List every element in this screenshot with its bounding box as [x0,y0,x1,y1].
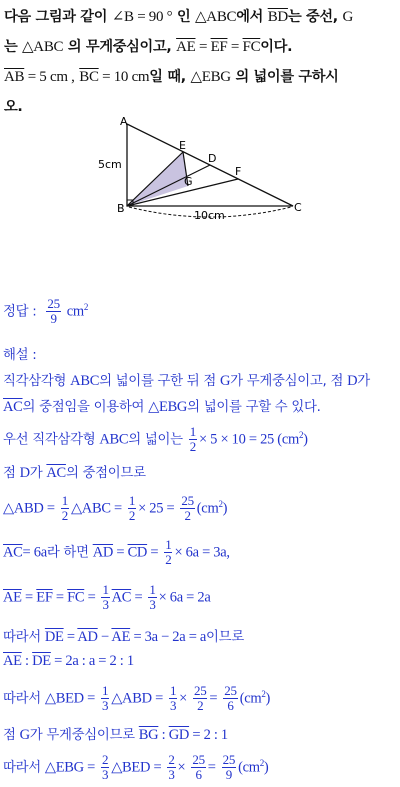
text: 가 무게중심이고, 점 [230,374,344,389]
fraction [164,538,172,567]
math-segment: $\overline{AD}$ [92,544,114,561]
text: 따라서 [3,630,41,645]
unit-exponent: 2 [261,689,266,700]
fraction-denominator: 2 [165,552,172,567]
math-segment: $\overline{EF}$ [36,589,53,606]
label-g: G [184,175,193,188]
fraction-numerator: 1 [128,493,136,508]
fraction [223,684,237,713]
math-segment-ab: $\overline{AB}$ [4,69,25,85]
text: 점 [3,466,16,481]
fraction-numerator: 25 [181,493,194,508]
math-point-g: G [342,9,354,25]
fraction-denominator: 6 [227,698,234,713]
fraction-numerator: 25 [222,752,236,767]
math: (cm [238,759,260,776]
math-segment-ae: $\overline{AE}$ [176,39,196,55]
fraction [101,684,109,713]
math-segment: $\overline{BG}$ [138,727,159,743]
answer-fraction [46,297,60,326]
explanation-line-10 [3,684,398,713]
fraction [222,753,236,782]
explanation-line-8 [3,626,398,646]
text: 점 [3,728,16,743]
explanation-line-7 [3,583,398,612]
math: × [177,759,186,776]
fraction-denominator: 2 [189,439,196,454]
fraction-numerator: 25 [224,683,237,698]
problem-text-part: 는 [4,39,18,55]
math: : [21,653,33,669]
math-equals: = [227,39,243,55]
math: △EBG = [44,759,96,776]
fraction-denominator: 3 [169,698,177,713]
math-bc-value: = 10 cm [98,69,150,85]
math: G [219,373,231,389]
fraction-numerator: 2 [102,752,109,767]
math-triangle-ebg: △EBG [190,69,231,85]
text: 가 [357,374,370,389]
unit-exponent: 2 [218,499,223,510]
math-segment: $\overline{DE}$ [44,629,64,645]
math-segment: $\overline{DE}$ [32,653,51,669]
fraction-denominator: 3 [168,767,175,782]
math-segment-bd: $\overline{BD}$ [267,9,288,25]
fraction [193,684,207,713]
triangle-figure [98,112,308,224]
math: = [147,544,159,561]
math: ) [222,500,228,517]
fraction [189,425,197,454]
problem-text-part: 의 넓이를 구하시 [235,69,339,85]
fraction [61,494,69,523]
explanation-line-12 [3,753,398,782]
explanation-line-5 [3,494,398,523]
fraction-denominator: 6 [195,767,202,782]
fraction-denominator: 3 [149,597,156,612]
explanation-line-11 [3,724,398,744]
math: △EBG [148,399,188,415]
math: ABC [99,431,129,448]
fraction-numerator: 1 [149,582,156,597]
fraction [169,684,177,713]
math: △BED = [111,759,162,776]
text: 의 넓이를 구할 수 있다. [187,400,321,415]
math: = 6a [22,544,47,561]
text: 직각삼각형 [3,374,67,389]
math-segment-ef: $\overline{EF}$ [210,39,228,55]
problem-text-part: 의 무게중심이고, [67,39,172,55]
fraction-denominator: 9 [225,767,232,782]
problem-text [4,2,396,122]
math: G [19,727,30,743]
math: = 2 : 1 [189,727,228,743]
math-segment-bc: $\overline{BC}$ [79,69,99,85]
fraction-denominator: 2 [184,508,191,523]
math: △ABD = [3,500,55,517]
text: 의 넓이를 구한 뒤 점 [99,374,216,389]
math-segment: $\overline{AC}$ [111,589,132,606]
explanation-line-6 [3,538,398,567]
fraction-numerator: 25 [194,683,207,698]
problem-text-part: 이다. [260,39,293,55]
fraction-numerator: 2 [168,752,175,767]
answer-line [3,297,398,326]
label-f: F [235,165,242,178]
math-segment-fc: $\overline{FC}$ [242,39,261,55]
explanation-label: 해설 : [3,348,37,363]
math: = [131,589,143,606]
math: = [207,759,216,776]
fraction [148,583,156,612]
math-triangle-abc: △ABC [22,39,64,55]
unit-exponent: 2 [298,430,304,441]
answer-unit: cm [66,303,84,320]
explanation-line-4 [3,462,398,482]
fraction [191,753,205,782]
fraction-denominator: 3 [102,698,109,713]
math: = [52,589,68,606]
fraction [167,753,175,782]
fraction-denominator: 2 [128,508,136,523]
problem-text-part: 일 때, [149,69,186,85]
label-d: D [208,152,217,165]
text: 라 하면 [46,545,89,561]
fraction-numerator: 1 [189,424,196,439]
problem-text-part: 에서 [236,9,264,25]
math-triangle-abc: △ABC [195,9,237,25]
math: ) [263,759,269,776]
fraction-denominator: 2 [61,508,68,523]
math: = [63,629,78,645]
unit-exponent: 2 [259,758,264,769]
fraction [180,494,194,523]
fraction-numerator: 1 [102,582,109,597]
math-segment: $\overline{AC}$ [3,544,23,561]
fraction-numerator: 1 [102,683,109,698]
label-c: C [294,201,302,214]
math: : [158,727,169,743]
math: = 3a − 2a = a [130,629,207,645]
math: △ABD = [111,690,163,707]
explanation-line-3 [3,425,398,454]
label-e: E [179,139,186,152]
math: × 25 = [138,500,175,517]
label-10cm: 10cm [194,209,225,222]
fraction-denominator: 9 [50,311,57,326]
text: 의 넓이는 [128,432,183,448]
problem-text-part: 인 [177,9,191,25]
explanation-line-1 [3,370,398,390]
math-ab-value: = 5 cm , [24,69,75,85]
math: × 6a = 2a [158,589,211,606]
math: △ABC = [70,500,122,517]
label-a: A [120,115,128,128]
fraction [128,494,136,523]
math-segment: $\overline{AE}$ [3,653,22,669]
math-segment: $\overline{AC}$ [46,465,66,481]
problem-text-part: 다음 그림과 같이 [4,9,108,25]
fraction-numerator: 25 [192,752,205,767]
math: = [113,544,128,561]
math: = 2a : a = 2 : 1 [50,653,134,669]
text: 우선 직각삼각형 [3,432,96,448]
math: (cm [239,690,262,707]
math: ABC [70,373,100,389]
text: 의 중점이므로 [65,466,146,481]
explanation-line-2 [3,396,398,416]
math: = [84,589,96,606]
math: × 6a = 3a, [174,544,230,561]
fraction-denominator: 2 [197,698,204,713]
text: 따라서 [3,691,41,707]
fraction [101,583,109,612]
math: ) [303,431,308,448]
math-equals: = [195,39,211,55]
math: △BED = [44,690,96,707]
label-5cm: 5cm [98,158,122,171]
text: 따라서 [3,760,41,776]
math-segment: $\overline{AD}$ [77,629,98,645]
fraction-numerator: 25 [47,296,60,311]
math-angle-b: ∠B = 90 ° [111,9,173,25]
math-segment: $\overline{FC}$ [67,589,85,606]
math: × 5 × 10 = 25 (cm [198,431,299,448]
text: 가 [29,466,43,481]
problem-text-part: 는 중선, [287,9,338,25]
math-segment: $\overline{AC}$ [3,399,23,415]
math-segment: $\overline{CD}$ [127,544,148,561]
fraction-denominator: 3 [102,597,109,612]
fraction-numerator: 1 [61,493,68,508]
problem-text-part: 오. [4,99,23,115]
text: 이므로 [206,630,244,645]
math: D [19,465,30,481]
text: 가 무게중심이므로 [29,728,135,743]
math: = [21,589,37,606]
explanation-line-9 [3,653,398,670]
math-segment: $\overline{AE}$ [111,629,131,645]
math: D [347,373,358,389]
fraction-denominator: 3 [102,767,109,782]
answer-label: 정답 : [3,304,37,320]
unit-exponent: 2 [83,302,89,313]
math-segment: $\overline{AE}$ [3,589,22,606]
math: ) [265,690,271,707]
fraction-numerator: 1 [165,537,172,552]
math: (cm [196,500,219,517]
math: = [209,690,218,707]
math: × [179,690,188,707]
fraction-numerator: 1 [169,683,177,698]
math: − [97,629,112,645]
fraction [101,753,109,782]
math-segment: $\overline{GD}$ [168,727,190,743]
label-b: B [117,202,125,215]
text: 의 중점임을 이용하여 [22,400,145,415]
